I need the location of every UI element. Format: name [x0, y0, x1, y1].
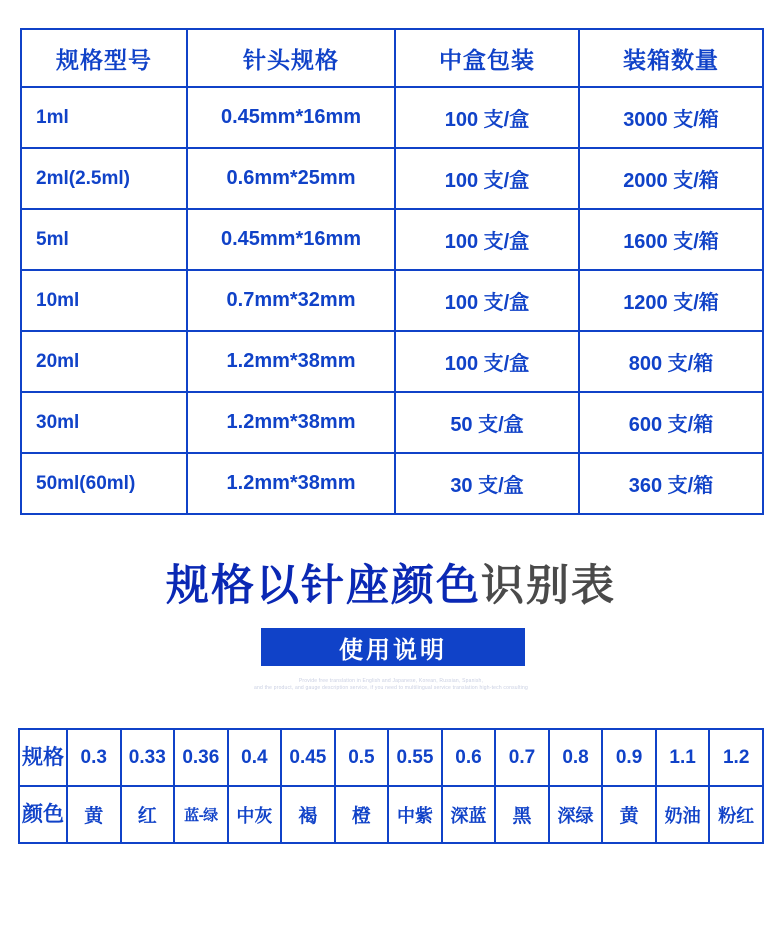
color-cell: 红 — [121, 786, 175, 843]
size-cell: 0.3 — [67, 729, 121, 786]
size-cell: 0.55 — [388, 729, 442, 786]
spec-cell-needle: 1.2mm*38mm — [187, 392, 395, 453]
row-label-color: 颜色 — [19, 786, 67, 843]
size-cell: 1.1 — [656, 729, 710, 786]
color-cell: 黄 — [602, 786, 656, 843]
table-row — [21, 148, 763, 209]
spec-cell-needle: 0.45mm*16mm — [187, 209, 395, 270]
spec-cell-needle: 1.2mm*38mm — [187, 331, 395, 392]
size-cell: 0.45 — [281, 729, 335, 786]
page-title-primary: 规格以针座颜色 — [166, 562, 481, 610]
spec-header-cell: 针头规格 — [187, 29, 395, 87]
spec-cell-model: 30ml — [21, 392, 187, 453]
spec-header-cell: 装箱数量 — [579, 29, 763, 87]
color-table-container — [18, 728, 764, 844]
spec-cell-needle: 1.2mm*38mm — [187, 453, 395, 514]
spec-cell-model: 10ml — [21, 270, 187, 331]
color-cell: 奶油 — [656, 786, 710, 843]
spec-table-container — [20, 28, 762, 515]
size-cell: 0.4 — [228, 729, 282, 786]
table-row — [21, 209, 763, 270]
spec-header-cell: 中盒包装 — [395, 29, 579, 87]
table-row-sizes — [19, 729, 763, 786]
color-identification-table — [18, 728, 764, 844]
size-cell: 1.2 — [709, 729, 763, 786]
spec-cell-needle: 0.6mm*25mm — [187, 148, 395, 209]
spec-table — [20, 28, 764, 515]
spec-cell-carton: 1200 支/箱 — [579, 270, 763, 331]
table-row — [21, 270, 763, 331]
spec-cell-model: 20ml — [21, 331, 187, 392]
spec-cell-needle: 0.45mm*16mm — [187, 87, 395, 148]
table-row — [21, 87, 763, 148]
spec-cell-model: 5ml — [21, 209, 187, 270]
spec-cell-model: 1ml — [21, 87, 187, 148]
size-cell: 0.9 — [602, 729, 656, 786]
color-cell: 中灰 — [228, 786, 282, 843]
fineprint-line-2: and the product, and gauge description service, if you need to multilingual service translation high-tech consulting — [254, 685, 528, 691]
spec-cell-model: 2ml(2.5ml) — [21, 148, 187, 209]
color-cell: 深绿 — [549, 786, 603, 843]
spec-cell-box: 100 支/盒 — [395, 148, 579, 209]
spec-cell-box: 100 支/盒 — [395, 270, 579, 331]
color-cell: 黄 — [67, 786, 121, 843]
color-cell: 深蓝 — [442, 786, 496, 843]
page-title-secondary: 识别表 — [481, 562, 616, 610]
spec-cell-box: 50 支/盒 — [395, 392, 579, 453]
size-cell: 0.33 — [121, 729, 175, 786]
spec-cell-box: 100 支/盒 — [395, 209, 579, 270]
spec-cell-box: 30 支/盒 — [395, 453, 579, 514]
size-cell: 0.36 — [174, 729, 228, 786]
spec-cell-carton: 800 支/箱 — [579, 331, 763, 392]
spec-cell-carton: 2000 支/箱 — [579, 148, 763, 209]
spec-cell-carton: 1600 支/箱 — [579, 209, 763, 270]
spec-cell-model: 50ml(60ml) — [21, 453, 187, 514]
spec-cell-needle: 0.7mm*32mm — [187, 270, 395, 331]
color-cell: 蓝-绿 — [174, 786, 228, 843]
instructions-banner: 使用说明 — [261, 628, 525, 666]
table-row — [21, 453, 763, 514]
size-cell: 0.6 — [442, 729, 496, 786]
table-row-colors — [19, 786, 763, 843]
size-cell: 0.8 — [549, 729, 603, 786]
color-cell: 中紫 — [388, 786, 442, 843]
fineprint-block — [0, 678, 782, 692]
page-title — [0, 552, 782, 613]
spec-table-header-row — [21, 29, 763, 87]
spec-cell-carton: 3000 支/箱 — [579, 87, 763, 148]
size-cell: 0.7 — [495, 729, 549, 786]
size-cell: 0.5 — [335, 729, 389, 786]
spec-cell-box: 100 支/盒 — [395, 331, 579, 392]
spec-cell-carton: 360 支/箱 — [579, 453, 763, 514]
fineprint-line-1: Provide free translation in English and Japanese, Korean, Russian, Spanish, — [298, 678, 484, 684]
color-cell: 粉红 — [709, 786, 763, 843]
row-label-size: 规格 — [19, 729, 67, 786]
table-row — [21, 331, 763, 392]
table-row — [21, 392, 763, 453]
spec-cell-box: 100 支/盒 — [395, 87, 579, 148]
color-cell: 黑 — [495, 786, 549, 843]
spec-cell-carton: 600 支/箱 — [579, 392, 763, 453]
color-cell: 褐 — [281, 786, 335, 843]
color-cell: 橙 — [335, 786, 389, 843]
spec-header-cell: 规格型号 — [21, 29, 187, 87]
